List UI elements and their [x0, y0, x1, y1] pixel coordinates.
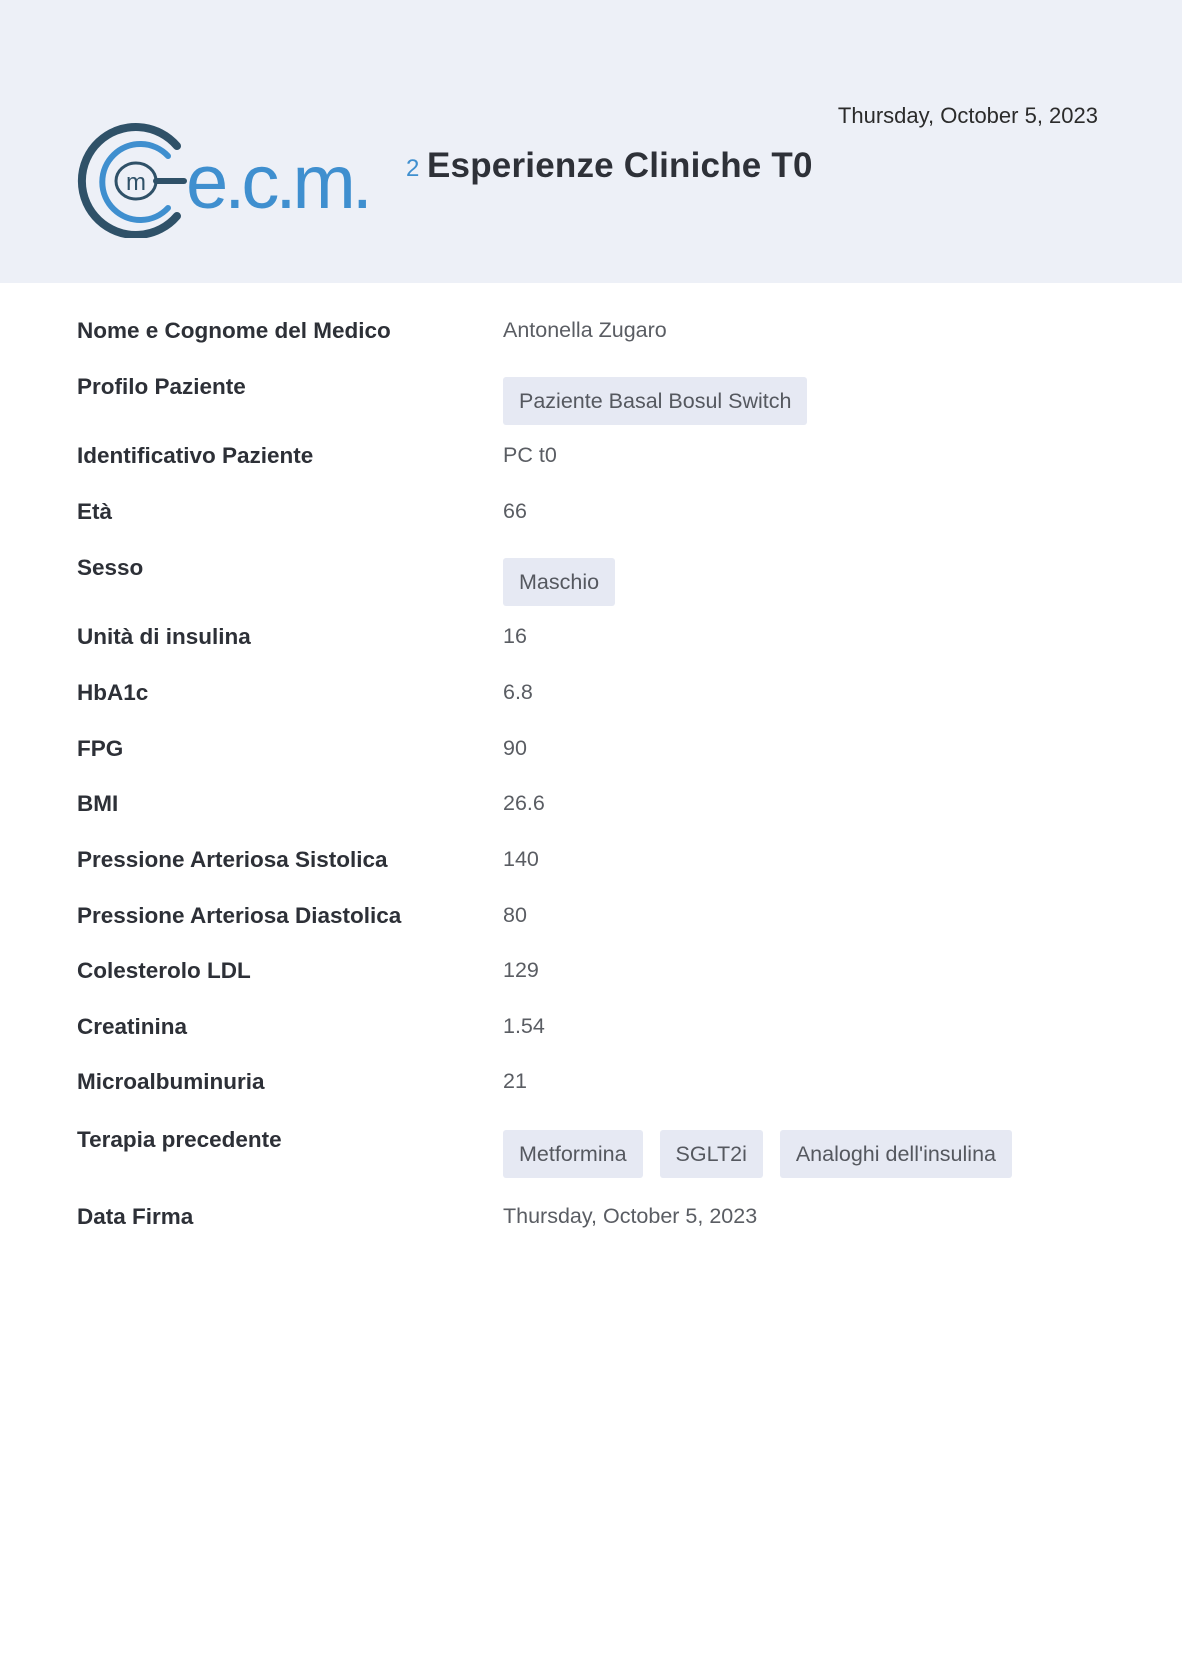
- field-label: Data Firma: [77, 1204, 194, 1229]
- logo-text: e.c.m.: [186, 140, 369, 225]
- ecm-logo: [76, 120, 421, 238]
- page-title: Esperienze Cliniche T0: [427, 146, 813, 185]
- field-label: Terapia precedente: [77, 1127, 282, 1152]
- field-value: 140: [503, 847, 539, 871]
- field-label: HbA1c: [77, 680, 149, 705]
- field-label: FPG: [77, 736, 124, 761]
- field-value: Antonella Zugaro: [503, 318, 667, 342]
- field-value: Thursday, October 5, 2023: [503, 1204, 758, 1228]
- logo-superscript: 2: [406, 155, 420, 182]
- tag-group: [503, 1130, 1012, 1178]
- header-date: Thursday, October 5, 2023: [837, 103, 1098, 128]
- field-value: 16: [503, 624, 527, 648]
- field-label: Pressione Arteriosa Diastolica: [77, 903, 402, 928]
- field-label: Sesso: [77, 555, 144, 580]
- field-label: Pressione Arteriosa Sistolica: [77, 847, 388, 872]
- field-label: Identificativo Paziente: [77, 443, 314, 468]
- field-label: BMI: [77, 791, 119, 816]
- field-label: Creatinina: [77, 1014, 188, 1039]
- field-label: Colesterolo LDL: [77, 958, 251, 983]
- tag: Analoghi dell'insulina: [780, 1130, 1012, 1178]
- tag: Paziente Basal Bosul Switch: [503, 377, 807, 425]
- field-value: 26.6: [503, 791, 545, 815]
- field-label: Età: [77, 499, 113, 524]
- field-value: 1.54: [503, 1014, 545, 1038]
- field-value: 90: [503, 736, 527, 760]
- field-value: 80: [503, 903, 527, 927]
- tag-group: [503, 377, 807, 425]
- field-label: Nome e Cognome del Medico: [77, 318, 391, 343]
- field-value: PC t0: [503, 443, 557, 467]
- logo-inner-letter: m: [126, 169, 146, 196]
- field-value: 129: [503, 958, 539, 982]
- tag: Metformina: [503, 1130, 643, 1178]
- tag: Maschio: [503, 558, 615, 606]
- tag-group: [503, 558, 615, 606]
- tag: SGLT2i: [660, 1130, 763, 1178]
- field-label: Microalbuminuria: [77, 1069, 265, 1094]
- field-value: 6.8: [503, 680, 533, 704]
- field-value: 21: [503, 1069, 527, 1093]
- field-label: Profilo Paziente: [77, 374, 246, 399]
- field-value: 66: [503, 499, 527, 523]
- document-header: [0, 0, 1182, 283]
- field-label: Unità di insulina: [77, 624, 251, 649]
